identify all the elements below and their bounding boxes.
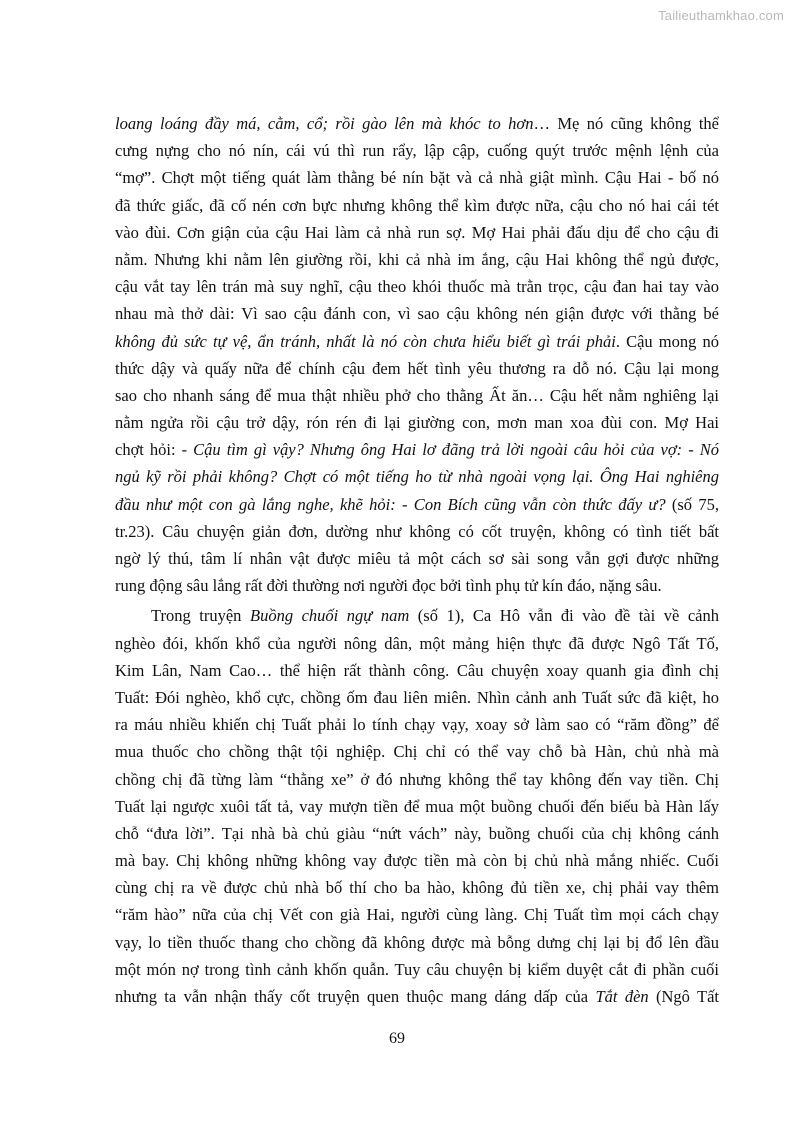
text-line: Tuất: Đói nghèo, khổ cực, chồng ốm đau liên miên. Nhìn cảnh anh Tuất sức đã kiệt, ho <box>115 687 719 707</box>
text-line: chỗ “đưa lời”. Tại nhà bà chủ giàu “nứt vách” này, buồng chuối của chị không cánh <box>115 823 719 843</box>
text-line: nằm ngửa rồi cậu trở dậy, rón rén đi lại giường con, mơn man xoa đùi con. Mợ Hai <box>115 413 719 433</box>
text-run: (Ngô Tất <box>648 987 719 1006</box>
paragraph-2 <box>115 602 719 1010</box>
text-line <box>115 491 719 518</box>
text-line: rung động sâu lắng rất đời thường nơi người đọc bởi tình phụ tử kín đáo, nặng sâu. <box>115 576 662 596</box>
text-run: (số 1), Ca Hô vẫn đi vào đề tài về cảnh <box>409 606 719 626</box>
paragraph-1 <box>115 110 719 599</box>
text-line: chồng chị đã từng làm “thằng xe” ở đó nhưng không thể tay không đến vay tiền. Chị <box>115 769 719 789</box>
text-line: cùng chị ra về được chủ nhà bố thí cho ba hào, không đủ tiền xe, chị phải vay thêm <box>115 878 719 898</box>
text-line <box>115 110 719 137</box>
text-run: … Mẹ nó cũng không thể <box>533 114 719 133</box>
text-line: “răm hào” nữa của chị Vết con già Hai, người cùng làng. Chị Tuất tìm mọi cách chạy <box>115 905 719 925</box>
text-line: vào đùi. Cơn giận của cậu Hai làm cả nhà run sợ. Mợ Hai phải đấu dịu để cho cậu đi <box>115 222 719 242</box>
text-line: mua thuốc cho chồng thật tội nghiệp. Chị chỉ có thể vay chỗ bà Hàn, chủ nhà mà <box>115 742 719 762</box>
text-line <box>115 328 719 355</box>
italic-text: loang loáng đầy má, cằm, cổ; rồi gào lên mà khóc to hơn <box>115 114 534 133</box>
text-run: (số 75, <box>665 494 719 514</box>
watermark: Tailieuthamkhao.com <box>658 8 784 23</box>
text-line: mà bay. Chị không những không vay được tiền mà còn bị chủ nhà mắng nhiếc. Cuối <box>115 851 719 871</box>
text-line: ngờ lý thú, tâm lí nhân vật được miêu tả một cách sơ sài song vẫn gợi được những <box>115 549 719 568</box>
text-line: ra máu nhiều khiến chị Tuất phải lo tính chạy vạy, xoay sở làm sao có “răm đồng” để <box>115 715 719 735</box>
text-line: “mợ”. Chợt một tiếng quát làm thằng bé nín bặt và cả nhà giật mình. Cậu Hai - bố nó <box>115 168 719 188</box>
text-line: cưng nựng cho nó nín, cái vú thì run rẩy, lập cập, cuống quýt trước mệnh lệnh của <box>115 141 719 161</box>
text-line: sao cho nhanh sáng để mua thật nhiều phở cho thằng Ất ăn… Cậu hết nằm nghiêng lại <box>115 385 719 405</box>
text-line: nhau mà thở dài: Vì sao cậu đánh con, vì sao cậu không nén giận được với thằng bé <box>115 304 719 324</box>
text-line: Tuất lại ngược xuôi tất tả, vay mượn tiền để mua một buồng chuối đến biếu bà Hàn lấy <box>115 796 719 816</box>
text-line <box>115 463 719 490</box>
italic-text: ngủ kỹ rồi phải không? Chợt có một tiếng ho từ nhà ngoài vọng lại. Ông Hai nghiêng <box>115 467 719 487</box>
page-body <box>115 110 719 1010</box>
text-line <box>115 436 719 463</box>
italic-title: Buồng chuối ngự nam <box>249 606 410 626</box>
text-line: thức dậy và quấy nữa để chính cậu đem hết tình yêu thương ra dỗ nó. Cậu lại mong <box>115 358 719 378</box>
text-run: nhưng ta vẫn nhận thấy cốt truyện quen thuộc mang dáng dấp của <box>115 987 596 1006</box>
italic-text: Cậu tìm gì vậy? Nhưng ông Hai lơ đãng trả lời ngoài câu hỏi của vợ: - Nó <box>193 440 719 460</box>
text-line: tr.23). Câu chuyện giản đơn, dường như không có cốt truyện, không có tình tiết bất <box>115 521 719 541</box>
text-run: Trong truyện <box>151 606 250 626</box>
text-line: nghèo đói, khốn khổ của người nông dân, một mảng hiện thực đã được Ngô Tất Tố, <box>115 633 719 653</box>
italic-text: đầu như một con gà lắng nghe, khẽ hỏi: - Con Bích cũng vẫn còn thức đấy ư? <box>115 494 666 514</box>
italic-text: không đủ sức tự vệ, ẩn tránh, nhất là nó còn chưa hiểu biết gì trái phải <box>115 331 616 351</box>
text-line: vạy, lo tiền thuốc thang cho chồng đã không được mà bỗng dưng chị lại bị đổ lên đầu <box>115 932 719 952</box>
text-line: đã thức giấc, đã cố nén cơn bực nhưng không thể kìm được nữa, cậu cho nó hai cái tét <box>115 195 719 215</box>
text-line: Kim Lân, Nam Cao… thể hiện rất thành công. Câu chuyện xoay quanh gia đình chị <box>115 660 719 680</box>
page-number: 69 <box>389 1030 405 1047</box>
text-line <box>115 602 719 629</box>
text-run: . Cậu mong nó <box>615 331 719 351</box>
text-line: cậu vắt tay lên trán mà suy nghĩ, cậu theo khói thuốc mà trằn trọc, cậu đan hai tay vào <box>115 277 719 297</box>
italic-title: Tắt đèn <box>595 987 649 1006</box>
text-line <box>115 983 719 1010</box>
text-line: một món nợ trong tình cảnh khốn quẫn. Tuy câu chuyện bị kiểm duyệt cắt đi phần cuối <box>115 959 719 979</box>
text-line: nằm. Nhưng khi nằm lên giường rồi, khi cả nhà im ắng, cậu Hai không thể ngủ được, <box>115 249 719 269</box>
text-run: chợt hỏi: - <box>115 440 194 460</box>
